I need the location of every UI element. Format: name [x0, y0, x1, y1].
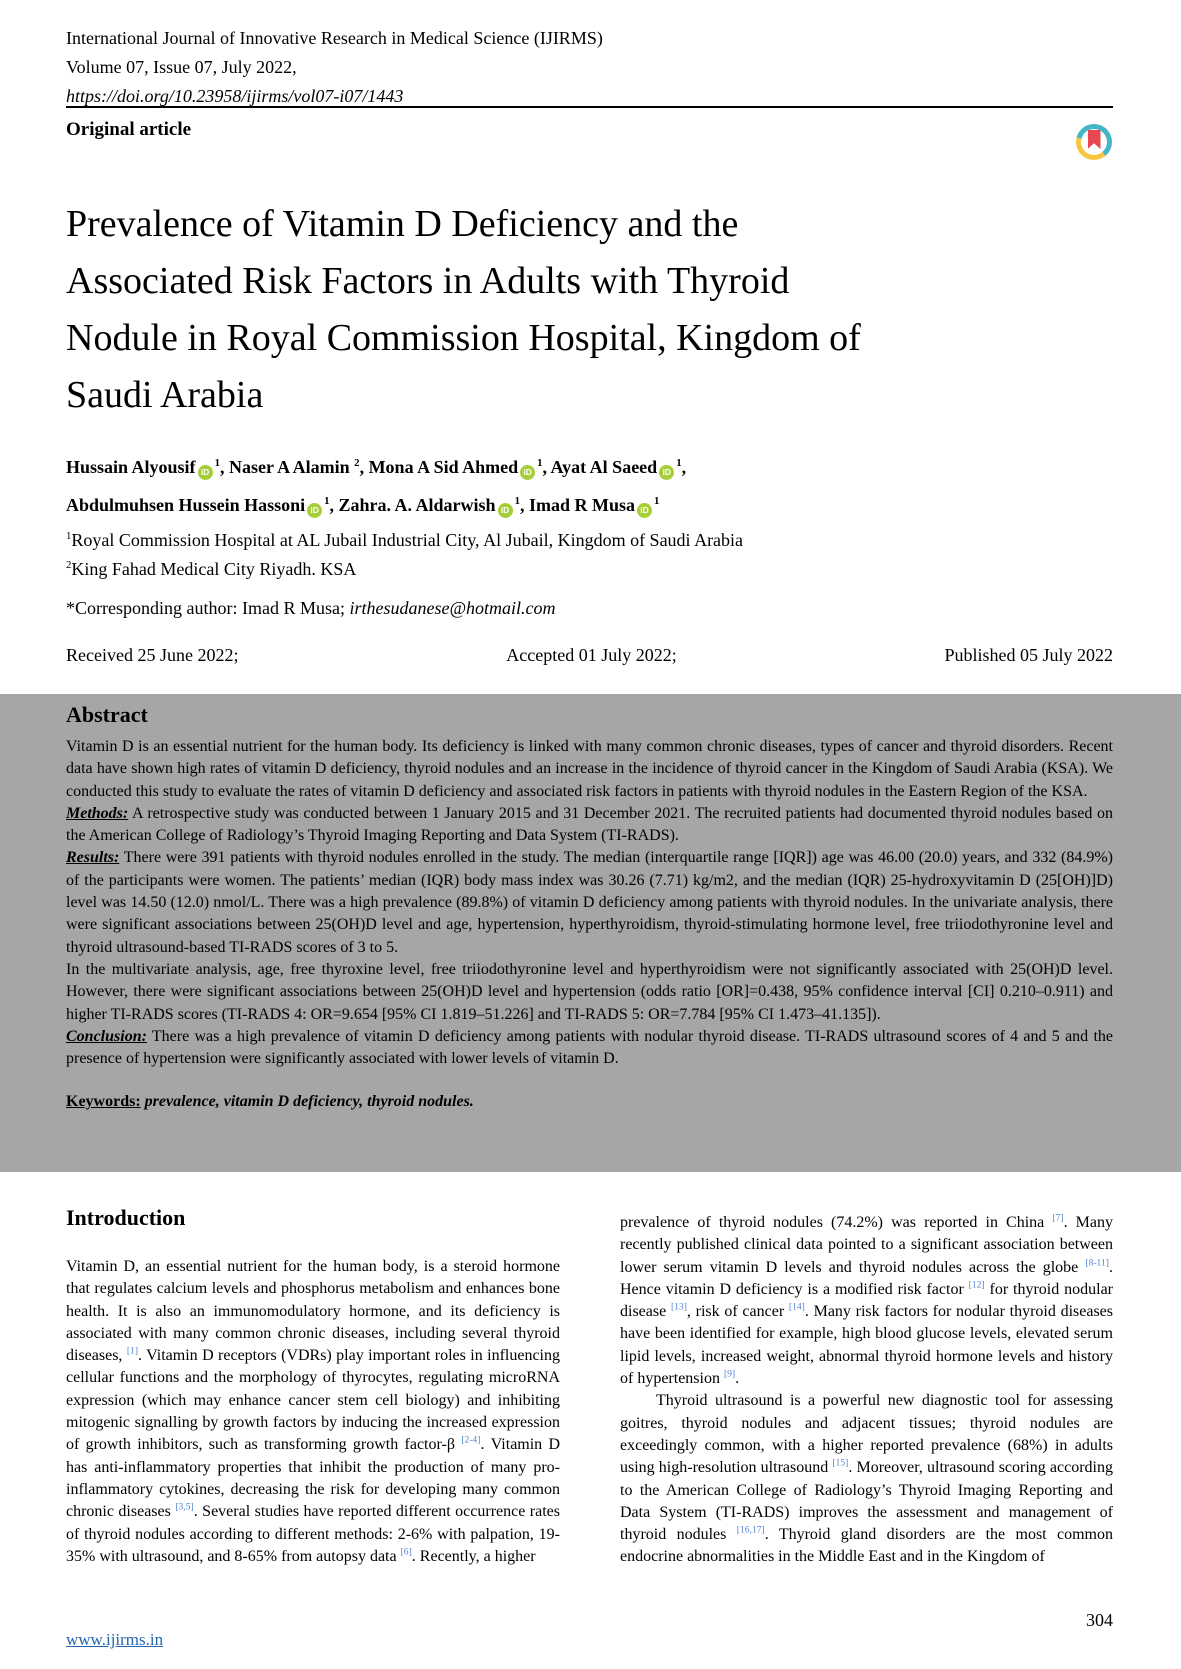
text-run: Conclusion:: [66, 1027, 147, 1045]
abstract-paragraph-conclusion: [66, 1026, 1113, 1071]
text-run: . Vitamin D receptors (VDRs) play important roles in influencing cellular functions and the morphology of thyrocytes, regulating microRNA expression (which may enhance cancer stem cell biology) and inhibiting mitogenic signalling by growth factors by inducing the increased expression of growth inhibitors, such as transforming growth factor-β: [66, 1347, 560, 1454]
text-run: , Ayat Al Saeed: [542, 457, 658, 477]
paper-title: [66, 196, 1113, 424]
abstract-paragraph-results: [66, 847, 1113, 958]
authors-block: [66, 448, 1113, 524]
text-run: 2: [66, 559, 72, 571]
authors-line-1: [66, 448, 1113, 486]
text-run: Thyroid ultrasound is a powerful new diagnostic tool for assessing goitres, thyroid nodules and adjacent tissues; thyroid nodules are exceedingly common, with a higher reported prevalence (68%) in adults using high-resolution ultrasound: [620, 1392, 1113, 1477]
citation-link[interactable]: [12]: [968, 1279, 985, 1291]
text-run: 1: [324, 495, 330, 507]
orcid-icon[interactable]: iD: [637, 503, 652, 518]
text-run: for thyroid nodular disease: [620, 1280, 1113, 1321]
journal-name: International Journal of Innovative Research in Medical Science (IJIRMS): [66, 28, 603, 48]
intro-paragraph: [66, 1256, 560, 1568]
abstract-heading: Abstract: [66, 702, 148, 727]
authors-line-2: [66, 486, 1113, 524]
page-number: 304: [1086, 1610, 1113, 1630]
text-run: 1: [514, 495, 520, 507]
introduction-heading: Introduction: [66, 1205, 186, 1230]
intro-paragraph: [620, 1390, 1113, 1568]
text-run: , Imad R Musa: [519, 495, 635, 515]
intro-paragraph: [620, 1212, 1113, 1390]
text-run: , Naser A Alamin: [219, 457, 355, 477]
orcid-icon[interactable]: iD: [520, 465, 535, 480]
citation-link[interactable]: [6]: [400, 1546, 412, 1558]
text-run: In the multivariate analysis, age, free thyroxine level, free triiodothyronine level and hyperthyroidism were not significantly associated with 25(OH)D level. However, there were significant associations between 25(OH)D level and hypertension (odds ratio [OR]=0.438, 95% confidence interval [CI] 0.210–0.911) and higher TI-RADS scores (TI-RADS 4: OR=9.654 [95% CI 1.819–51.226] and TI-RADS 5: OR=7.784 [95% CI 1.473–41.135]).: [66, 960, 1113, 1023]
text-run: . Thyroid gland disorders are the most common endocrine abnormalities in the Middle East and in the Kingdom of: [620, 1526, 1113, 1566]
text-run: Vitamin D is an essential nutrient for the human body. Its deficiency is linked with many common chronic diseases, types of cancer and thyroid disorders. Recent data have shown high rates of vitamin D deficiency, thyroid nodules and an increase in the incidence of thyroid cancer in the Kingdom of Saudi Arabia (KSA). We conducted this study to evaluate the rates of vitamin D deficiency and associated risk factors in patients with thyroid nodules in the Eastern Region of the KSA.: [66, 738, 1113, 800]
text-run: , Mona A Sid Ahmed: [359, 457, 519, 477]
citation-link[interactable]: [7]: [1052, 1212, 1064, 1224]
text-run: Results:: [66, 849, 120, 867]
text-run: 1: [653, 495, 660, 507]
article-type-label: Original article: [66, 119, 192, 140]
text-run: 2: [354, 457, 360, 469]
orcid-icon[interactable]: iD: [498, 503, 513, 518]
text-run: 1: [676, 457, 682, 469]
orcid-icon[interactable]: iD: [659, 465, 674, 480]
text-run: . Hence vitamin D deficiency is a modified risk factor: [620, 1258, 1113, 1298]
intro-left-column: [66, 1196, 560, 1568]
text-run: . Moreover, ultrasound scoring according to the American College of Radiology’s Thyroid Imaging Reporting and Data System (TI-RADS) improves the assessment and management of thyroid nodules: [620, 1459, 1114, 1544]
text-run: . Many recently published clinical data pointed to a significant association between lower serum vitamin D levels and thyroid nodules across the globe: [620, 1214, 1114, 1276]
text-run: *Corresponding author: Imad R Musa;: [66, 598, 350, 618]
text-run: . Vitamin D has anti-inflammatory properties that inhibit the production of many pro-inflammatory cytokines, decreasing the risk for developing many common chronic diseases: [66, 1436, 561, 1521]
text-run: 1: [214, 457, 220, 469]
citation-link[interactable]: [14]: [788, 1301, 805, 1313]
text-run: . Several studies have reported different occurrence rates of thyroid nodules according to different methods: 2-6% with palpation, 19-35% with ultrasound, and 8-65% from autopsy data: [66, 1503, 561, 1565]
date-received: Received 25 June 2022;: [66, 645, 239, 665]
paper-title-line: Prevalence of Vitamin D Deficiency and the: [66, 203, 739, 245]
text-run: .: [735, 1370, 740, 1388]
text-run: prevalence, vitamin D deficiency, thyroid nodules.: [140, 1093, 474, 1111]
text-run: . Many risk factors for nodular thyroid diseases have been identified for example, high blood glucose levels, elevated serum lipid levels, increased weight, abnormal thyroid hormone levels and history of hypertension: [620, 1303, 1113, 1388]
abstract-paragraph: [66, 736, 1113, 803]
keywords-line: [66, 1091, 1113, 1113]
text-run: There were 391 patients with thyroid nodules enrolled in the study. The median (interquartile range [IQR]) age was 46.00 (20.0) years, and 332 (84.9%) of the participants were women. The patients’ median (IQR) body mass index was 30.26 (7.71) kg/m2, and the median (IQR) 25-hydroxyvitamin D (25[OH)]D) level was 14.50 (12.0) nmol/L. There was a high prevalence (89.8%) of vitamin D deficiency among patients with thyroid nodules. In the univariate analysis, there were significant associations between 25(OH)D level and age, hypertension, hyperthyroidism, thyroid-stimulating hormone level, free triiodothyronine level and thyroid ultrasound-based TI-RADS scores of 3 to 5.: [66, 849, 1113, 956]
text-run: Hussain Alyousif: [66, 457, 196, 477]
citation-link[interactable]: [16,17]: [736, 1524, 765, 1536]
text-run: There was a high prevalence of vitamin D deficiency among patients with nodular thyroid disease. TI-RADS ultrasound scores of 4 and 5 and the presence of hypertension were significantly associated with lower levels of vitamin D.: [66, 1027, 1113, 1068]
journal-volume-line: Volume 07, Issue 07, July 2022,: [66, 57, 297, 77]
citation-link[interactable]: [13]: [670, 1301, 687, 1313]
date-published: Published 05 July 2022: [944, 645, 1113, 665]
citation-link[interactable]: [9]: [723, 1368, 736, 1380]
text-run: ,: [681, 457, 687, 477]
orcid-icon[interactable]: iD: [198, 465, 213, 480]
affiliation-1: [66, 526, 1113, 555]
paper-title-line: Nodule in Royal Commission Hospital, Kingdom of: [66, 317, 861, 359]
crossmark-icon[interactable]: [1076, 124, 1112, 160]
text-run: A retrospective study was conducted between 1 January 2015 and 31 December 2021. The recruited patients had documented thyroid nodules based on the American College of Radiology’s Thyroid Imaging Reporting and Data System (TI-RADS).: [66, 804, 1113, 845]
citation-link[interactable]: [3,5]: [175, 1501, 194, 1513]
citation-link[interactable]: [15]: [832, 1457, 849, 1469]
header-divider: [66, 106, 1113, 108]
text-run: . Recently, a higher: [411, 1547, 536, 1565]
abstract-paragraph: [66, 959, 1113, 1026]
text-run: King Fahad Medical City Riyadh. KSA: [71, 559, 357, 579]
corresponding-author-line: [66, 598, 1113, 619]
text-run: Abdulmuhsen Hussein Hassoni: [66, 495, 306, 515]
affiliation-2: [66, 555, 1113, 584]
text-run: Keywords:: [66, 1093, 141, 1111]
dates-row: [66, 645, 1113, 666]
doi-link[interactable]: https://doi.org/10.23958/ijirms/vol07-i07/1443: [66, 86, 404, 106]
text-run: Vitamin D, an essential nutrient for the human body, is a steroid hormone that regulates calcium levels and phosphorus metabolism and enhances bone health. It is also an immunomodulatory hormone, and its deficiency is associated with many common chronic diseases, including several thyroid diseases,: [66, 1258, 560, 1365]
text-run: 1: [537, 457, 543, 469]
date-accepted: Accepted 01 July 2022;: [506, 645, 677, 665]
footer-site-link[interactable]: www.ijirms.in: [66, 1630, 164, 1649]
text-run: Royal Commission Hospital at AL Jubail Industrial City, Al Jubail, Kingdom of Saudi Arabia: [71, 530, 744, 550]
citation-link[interactable]: [8-11]: [1085, 1257, 1109, 1269]
text-run: , Zahra. A. Aldarwish: [329, 495, 496, 515]
email-link[interactable]: irthesudanese@hotmail.com: [349, 598, 556, 618]
citation-link[interactable]: [2-4]: [461, 1435, 481, 1447]
journal-header: [66, 24, 1113, 111]
paper-title-line: Saudi Arabia: [66, 374, 264, 416]
orcid-icon[interactable]: iD: [307, 503, 322, 518]
text-run: Methods:: [66, 804, 129, 822]
text-run: prevalence of thyroid nodules (74.2%) was reported in China: [620, 1214, 1053, 1231]
text-run: 1: [66, 530, 72, 542]
abstract-paragraph-methods: [66, 803, 1113, 848]
affiliations-block: [66, 526, 1113, 584]
intro-right-column: [620, 1196, 1113, 1569]
text-run: , risk of cancer: [686, 1303, 789, 1321]
abstract-content: [0, 694, 1181, 1114]
paper-title-line: Associated Risk Factors in Adults with Thyroid: [66, 260, 790, 302]
citation-link[interactable]: [1]: [126, 1345, 139, 1357]
abstract-section: [0, 694, 1181, 1172]
